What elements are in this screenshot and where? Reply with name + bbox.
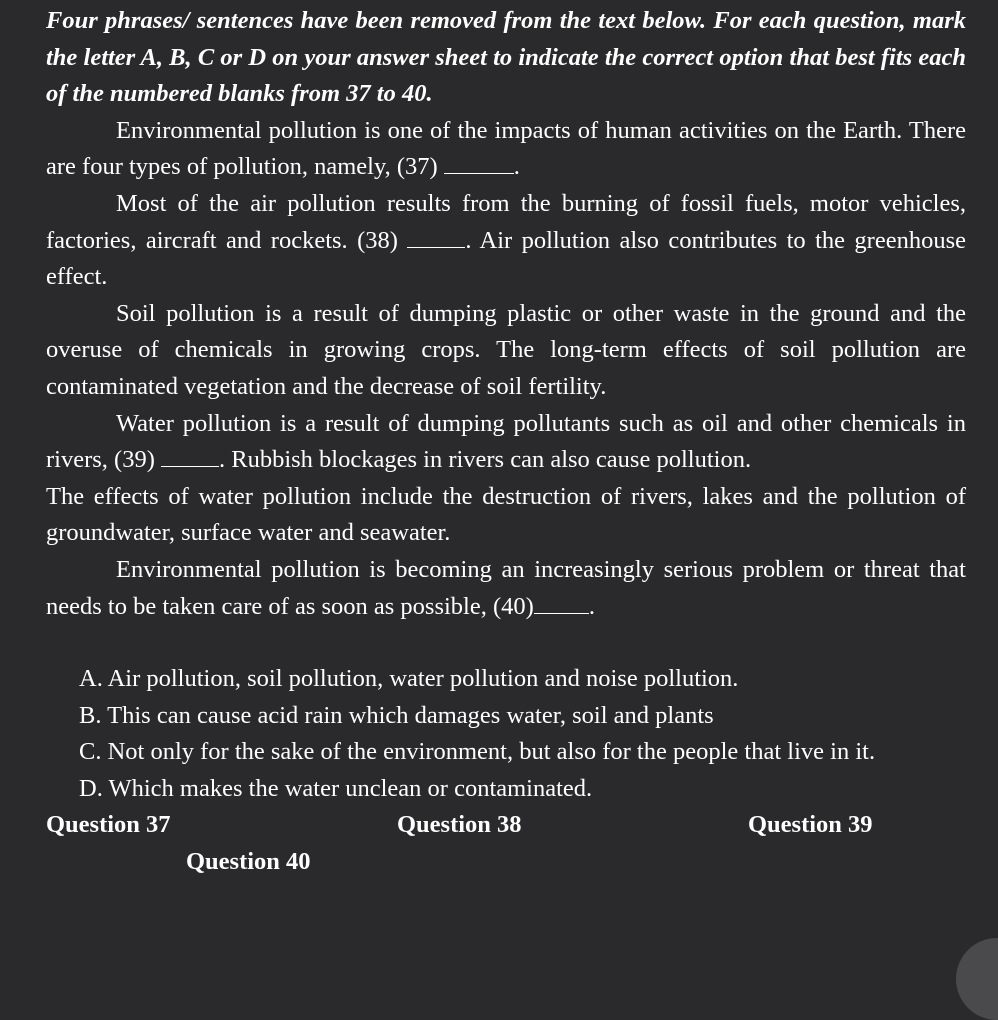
option-b[interactable]: B. This can cause acid rain which damages water, soil and plants [79, 701, 714, 729]
paragraph-6 [46, 552, 966, 625]
blank-37 [444, 153, 514, 174]
question-labels [46, 807, 966, 881]
paragraph-2-text-before: Most of the air pollution results from the burning of fossil fuels, motor vehicles, factories, aircraft and rockets. (38) [46, 189, 966, 254]
paragraph-4-text-before: Water pollution is a result of dumping pollutants such as oil and other chemicals in rivers, (39) [46, 409, 966, 474]
blank-40 [534, 593, 589, 614]
question-40-label: Question 40 [186, 848, 311, 876]
paragraph-1-text-after: . [513, 153, 520, 181]
option-c[interactable]: C. Not only for the sake of the environment, but also for the people that live in it. [79, 738, 876, 766]
question-38-label: Question 38 [397, 811, 522, 839]
paragraph-5: The effects of water pollution include the destruction of rivers, lakes and the pollution of groundwater, surface water and seawater. [46, 482, 966, 547]
answer-options [46, 661, 966, 807]
option-a[interactable]: A. Air pollution, soil pollution, water pollution and noise pollution. [79, 665, 739, 693]
paragraph-3: Soil pollution is a result of dumping plastic or other waste in the ground and the overuse of chemicals in growing crops. The long-term effects of soil pollution are contaminated vegetation and the decrease of soil fertility. [46, 299, 966, 400]
paragraph-6-text-after: . [588, 592, 595, 620]
paragraph-1 [46, 113, 966, 186]
question-39-label: Question 39 [748, 811, 873, 839]
blank-39 [161, 446, 219, 467]
instructions: Four phrases/ sentences have been removed from the text below. For each question, mark the letter A, B, C or D on your answer sheet to indicate the correct option that best fits each of the numbered blanks from 37 to 40. [46, 7, 966, 108]
blank-38 [407, 227, 465, 248]
paragraph-4 [46, 406, 966, 479]
paragraph-4-text-after: . Rubbish blockages in rivers can also cause pollution. [218, 446, 752, 474]
paragraph-6-text-before: Environmental pollution is becoming an increasingly serious problem or threat that needs to be taken care of as soon as possible, (40) [46, 555, 966, 620]
corner-overlay-shape [956, 938, 998, 1020]
paragraph-1-text-before: Environmental pollution is one of the impacts of human activities on the Earth. There are four types of pollution, namely, (37) [46, 116, 966, 181]
paragraph-2-text-after: . Air pollution also contributes to the greenhouse effect. [46, 226, 966, 291]
option-d[interactable]: D. Which makes the water unclean or contaminated. [79, 774, 593, 802]
exercise-document [46, 3, 966, 881]
paragraph-2 [46, 186, 966, 296]
question-37-label: Question 37 [46, 811, 171, 839]
